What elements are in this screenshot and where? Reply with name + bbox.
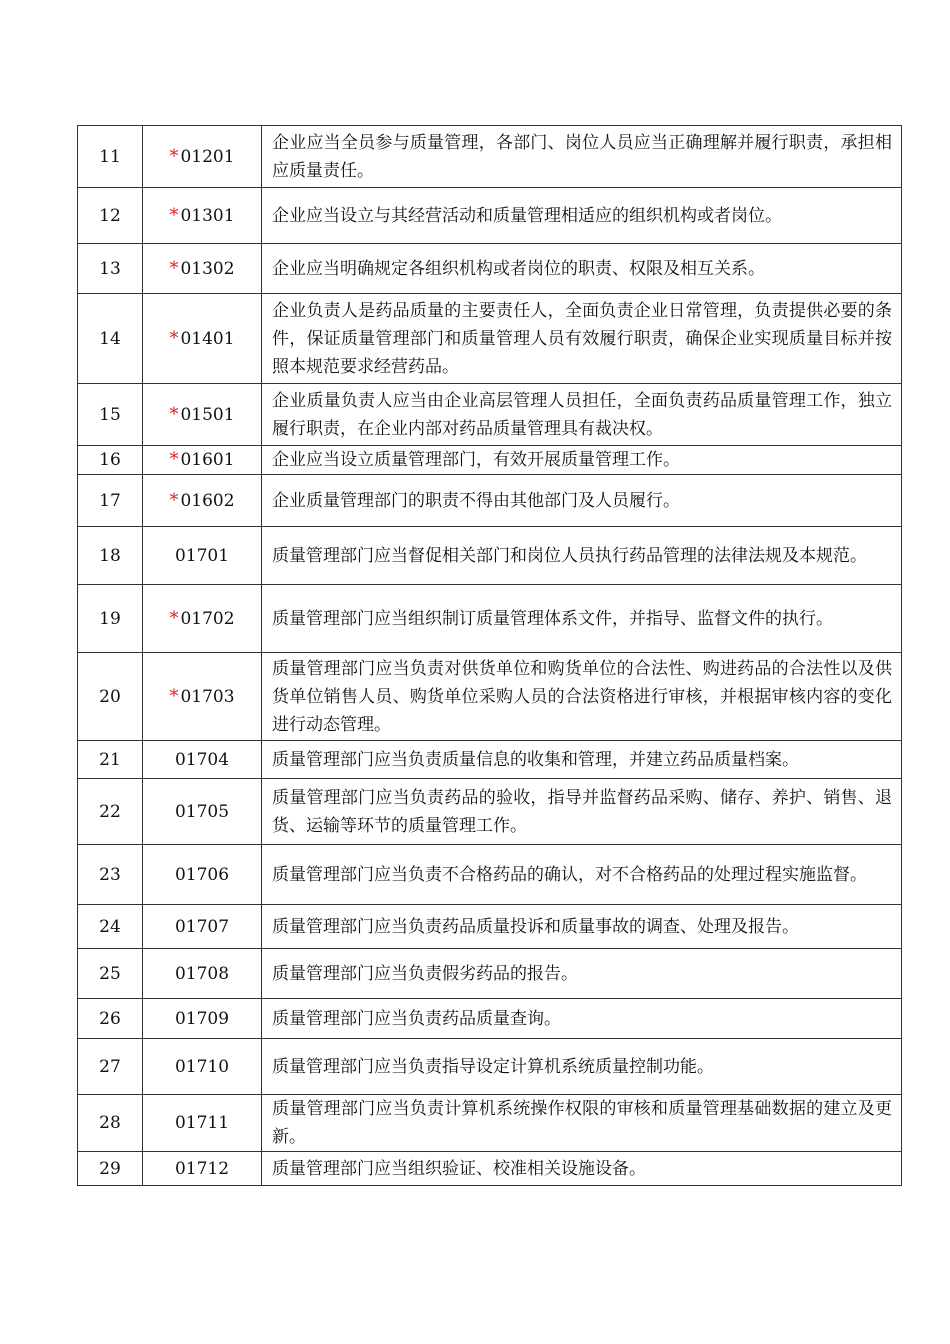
key-item-star-icon: * (169, 685, 179, 707)
item-code-cell (143, 949, 262, 999)
key-item-star-icon: * (169, 403, 179, 425)
key-item-star-icon: * (169, 257, 179, 279)
row-number: 12 (78, 188, 143, 244)
table-row (78, 585, 902, 653)
row-number: 18 (78, 527, 143, 585)
table-row (78, 244, 902, 294)
item-code: 01708 (174, 963, 230, 984)
row-number: 27 (78, 1039, 143, 1095)
item-description: 企业质量管理部门的职责不得由其他部门及人员履行。 (262, 475, 902, 527)
table-row (78, 949, 902, 999)
table-row (78, 527, 902, 585)
item-description: 质量管理部门应当负责药品质量查询。 (262, 999, 902, 1039)
row-number: 19 (78, 585, 143, 653)
item-description: 质量管理部门应当组织验证、校准相关设施设备。 (262, 1152, 902, 1186)
item-code-cell (143, 1152, 262, 1186)
table-row (78, 845, 902, 905)
row-number: 13 (78, 244, 143, 294)
item-code-cell (143, 845, 262, 905)
item-description: 企业应当设立与其经营活动和质量管理相适应的组织机构或者岗位。 (262, 188, 902, 244)
table-row (78, 384, 902, 446)
key-item-star-icon: * (169, 327, 179, 349)
table-row (78, 653, 902, 741)
row-number: 15 (78, 384, 143, 446)
item-code-cell (143, 999, 262, 1039)
item-code-cell (143, 475, 262, 527)
item-code-cell (143, 384, 262, 446)
item-code: 01709 (174, 1008, 230, 1029)
row-number: 26 (78, 999, 143, 1039)
item-description: 质量管理部门应当负责药品质量投诉和质量事故的调查、处理及报告。 (262, 905, 902, 949)
key-item-star-icon: * (169, 204, 179, 226)
row-number: 16 (78, 446, 143, 475)
table-row (78, 779, 902, 845)
item-code-cell (143, 741, 262, 779)
row-number: 25 (78, 949, 143, 999)
key-item-star-icon: * (169, 145, 179, 167)
row-number: 14 (78, 294, 143, 384)
key-item-star-icon: * (169, 489, 179, 511)
table-row (78, 999, 902, 1039)
item-code: 01706 (174, 864, 230, 885)
row-number: 20 (78, 653, 143, 741)
item-code: 01701 (174, 545, 230, 566)
item-code-cell (143, 585, 262, 653)
row-number: 24 (78, 905, 143, 949)
item-code-cell (143, 126, 262, 188)
checklist-table (77, 125, 902, 1186)
table-row (78, 1039, 902, 1095)
table-row (78, 905, 902, 949)
table-row (78, 126, 902, 188)
item-code: 01707 (174, 916, 230, 937)
item-description: 质量管理部门应当组织制订质量管理体系文件，并指导、监督文件的执行。 (262, 585, 902, 653)
item-description: 质量管理部门应当负责假劣药品的报告。 (262, 949, 902, 999)
item-code-cell (143, 653, 262, 741)
table-row (78, 1152, 902, 1186)
item-code: 01712 (174, 1158, 230, 1179)
item-description: 质量管理部门应当负责指导设定计算机系统质量控制功能。 (262, 1039, 902, 1095)
item-code-cell (143, 1095, 262, 1152)
item-code: 01710 (174, 1056, 230, 1077)
item-description: 质量管理部门应当负责药品的验收，指导并监督药品采购、储存、养护、销售、退货、运输等环节的质量管理工作。 (262, 779, 902, 845)
table-row (78, 446, 902, 475)
row-number: 29 (78, 1152, 143, 1186)
item-description: 质量管理部门应当负责对供货单位和购货单位的合法性、购进药品的合法性以及供货单位销售人员、购货单位采购人员的合法资格进行审核，并根据审核内容的变化进行动态管理。 (262, 653, 902, 741)
row-number: 22 (78, 779, 143, 845)
row-number: 11 (78, 126, 143, 188)
item-code: 01301 (180, 205, 235, 226)
row-number: 23 (78, 845, 143, 905)
item-description: 质量管理部门应当负责不合格药品的确认，对不合格药品的处理过程实施监督。 (262, 845, 902, 905)
item-code-cell (143, 905, 262, 949)
item-code-cell (143, 446, 262, 475)
item-code: 01302 (180, 258, 235, 279)
key-item-star-icon: * (169, 607, 179, 629)
item-code-cell (143, 188, 262, 244)
item-code-cell (143, 244, 262, 294)
table-row (78, 188, 902, 244)
table-row (78, 741, 902, 779)
item-code: 01705 (174, 801, 230, 822)
checklist-body (78, 126, 902, 1186)
item-code: 01501 (180, 404, 235, 425)
item-code: 01201 (180, 146, 235, 167)
item-description: 质量管理部门应当督促相关部门和岗位人员执行药品管理的法律法规及本规范。 (262, 527, 902, 585)
row-number: 21 (78, 741, 143, 779)
item-code: 01602 (180, 490, 235, 511)
item-code-cell (143, 1039, 262, 1095)
table-row (78, 1095, 902, 1152)
key-item-star-icon: * (169, 449, 179, 470)
row-number: 17 (78, 475, 143, 527)
row-number: 28 (78, 1095, 143, 1152)
item-description: 企业应当明确规定各组织机构或者岗位的职责、权限及相互关系。 (262, 244, 902, 294)
item-code: 01704 (174, 749, 230, 770)
item-code: 01702 (180, 608, 235, 629)
item-description: 企业应当设立质量管理部门，有效开展质量管理工作。 (262, 446, 902, 475)
item-description: 质量管理部门应当负责计算机系统操作权限的审核和质量管理基础数据的建立及更新。 (262, 1095, 902, 1152)
item-code: 01703 (180, 686, 235, 707)
item-description: 企业应当全员参与质量管理，各部门、岗位人员应当正确理解并履行职责，承担相应质量责任。 (262, 126, 902, 188)
item-code-cell (143, 779, 262, 845)
item-code-cell (143, 527, 262, 585)
table-row (78, 475, 902, 527)
item-code: 01401 (180, 328, 235, 349)
item-description: 企业质量负责人应当由企业高层管理人员担任，全面负责药品质量管理工作，独立履行职责，在企业内部对药品质量管理具有裁决权。 (262, 384, 902, 446)
item-code: 01601 (180, 450, 235, 470)
item-description: 质量管理部门应当负责质量信息的收集和管理，并建立药品质量档案。 (262, 741, 902, 779)
item-code-cell (143, 294, 262, 384)
item-code: 01711 (174, 1113, 230, 1133)
table-row (78, 294, 902, 384)
item-description: 企业负责人是药品质量的主要责任人，全面负责企业日常管理，负责提供必要的条件，保证质量管理部门和质量管理人员有效履行职责，确保企业实现质量目标并按照本规范要求经营药品。 (262, 294, 902, 384)
